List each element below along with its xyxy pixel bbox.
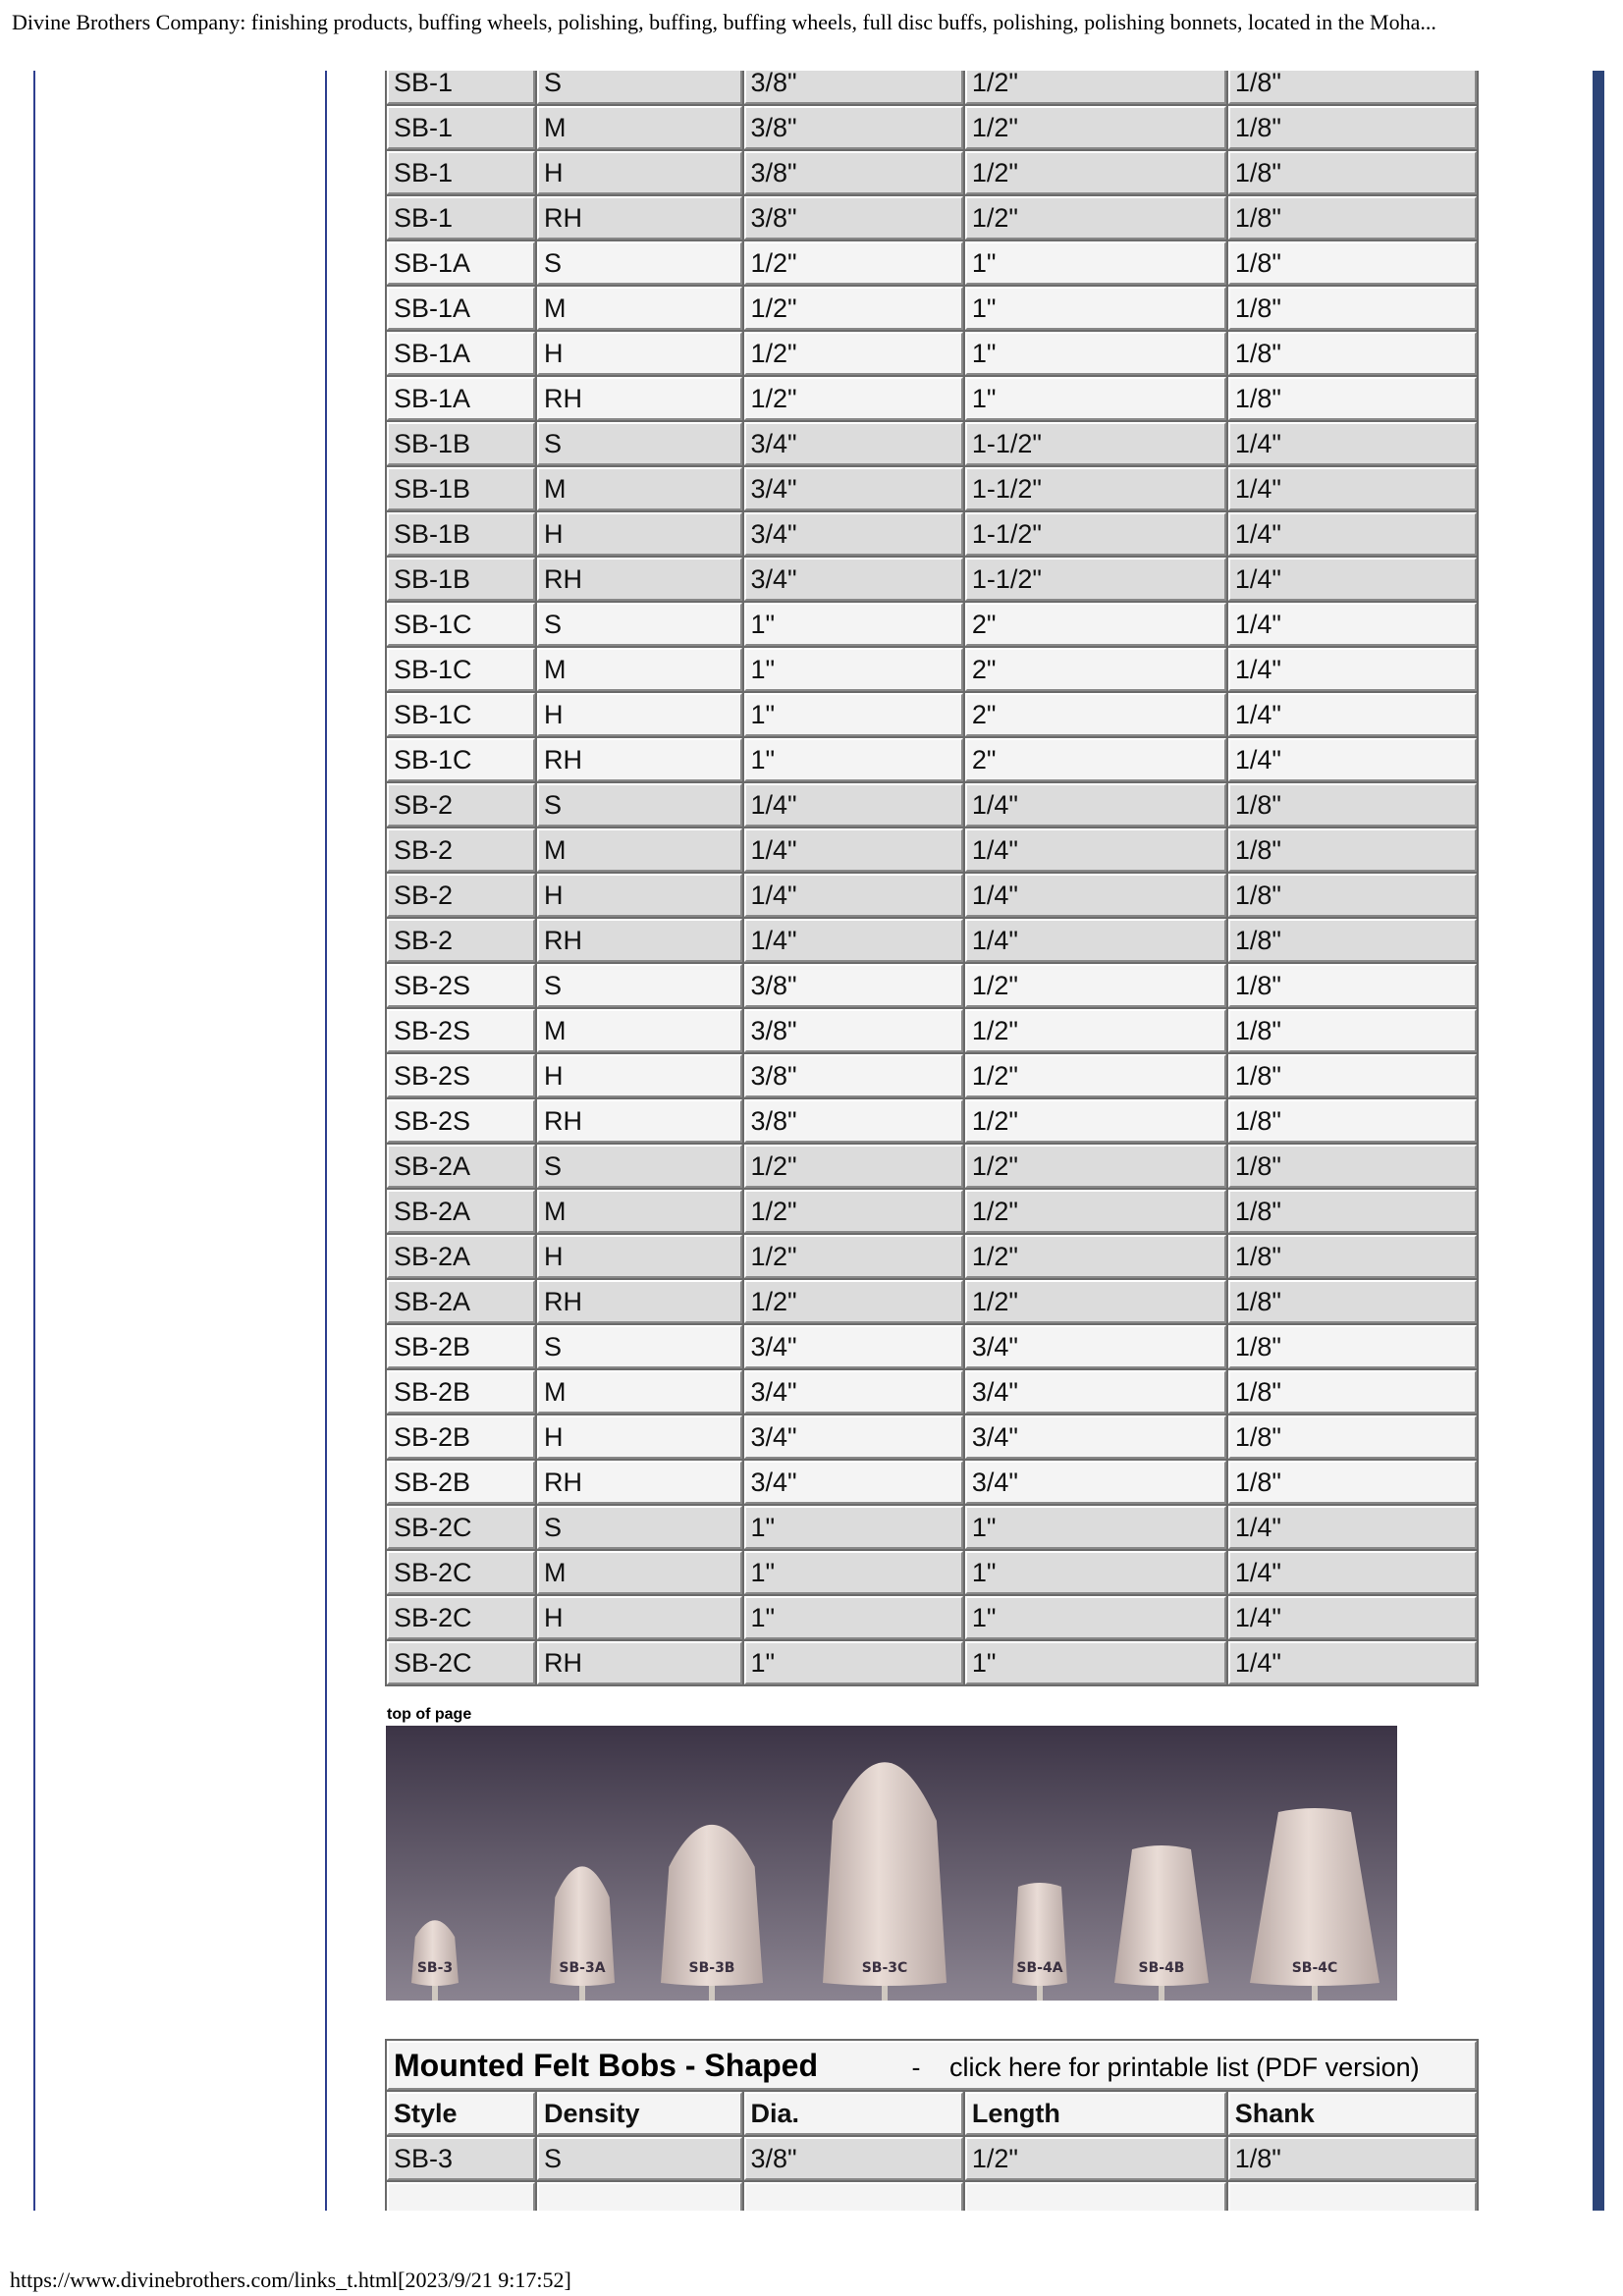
cell-length: 1/2" [965, 1054, 1226, 1097]
cell-dia [744, 2182, 963, 2211]
cell-dia: 3/4" [744, 1461, 963, 1504]
table-row [387, 287, 1477, 330]
cell-style: SB-1A [387, 377, 535, 420]
cell-length: 1/2" [965, 1009, 1226, 1052]
cell-dia: 1" [744, 1596, 963, 1639]
cell-dia: 3/4" [744, 1370, 963, 1414]
cell-density: M [537, 287, 741, 330]
cell-shank: 1/4" [1228, 467, 1477, 510]
cell-shank: 1/4" [1228, 738, 1477, 781]
cell-length: 1/4" [965, 919, 1226, 962]
cell-length: 1" [965, 241, 1226, 285]
cell-density: RH [537, 1280, 741, 1323]
cell-style: SB-2C [387, 1551, 535, 1594]
right-border-bar [1593, 71, 1604, 2211]
cell-style: SB-1C [387, 738, 535, 781]
bob-label: SB-3B [688, 1960, 735, 1976]
cell-dia: 1" [744, 603, 963, 646]
cell-shank: 1/8" [1228, 1145, 1477, 1188]
cell-length: 1-1/2" [965, 512, 1226, 556]
cell-dia: 3/8" [744, 196, 963, 240]
cell-density [537, 2182, 741, 2211]
cell-shank: 1/4" [1228, 603, 1477, 646]
cell-length: 2" [965, 648, 1226, 691]
cell-density: H [537, 332, 741, 375]
cell-length: 2" [965, 603, 1226, 646]
cell-shank: 1/4" [1228, 693, 1477, 736]
cell-style: SB-1B [387, 512, 535, 556]
cell-style: SB-1A [387, 287, 535, 330]
cell-dia: 1/2" [744, 1190, 963, 1233]
cell-density: RH [537, 377, 741, 420]
cell-dia: 3/4" [744, 1415, 963, 1459]
cell-shank: 1/4" [1228, 1551, 1477, 1594]
table-row [387, 1461, 1477, 1504]
table-row [387, 422, 1477, 465]
cell-density: M [537, 648, 741, 691]
cell-length: 3/4" [965, 1415, 1226, 1459]
cell-density: RH [537, 558, 741, 601]
cell-dia: 3/8" [744, 151, 963, 194]
table-row [387, 2182, 1477, 2211]
cell-style: SB-2B [387, 1461, 535, 1504]
cell-style: SB-1A [387, 332, 535, 375]
cell-length: 1-1/2" [965, 558, 1226, 601]
table-row [387, 151, 1477, 194]
cell-style: SB-2B [387, 1325, 535, 1368]
cell-density: S [537, 422, 741, 465]
bob-label: SB-3A [559, 1960, 606, 1976]
cell-dia: 3/8" [744, 964, 963, 1007]
cell-shank: 1/8" [1228, 241, 1477, 285]
cell-length: 1/2" [965, 106, 1226, 149]
header-length: Length [965, 2092, 1226, 2135]
table-row [387, 196, 1477, 240]
cell-density: RH [537, 1099, 741, 1143]
cell-dia: 1" [744, 1506, 963, 1549]
cell-length: 1/2" [965, 1235, 1226, 1278]
cell-shank: 1/4" [1228, 558, 1477, 601]
cell-shank: 1/4" [1228, 648, 1477, 691]
cell-density: H [537, 1054, 741, 1097]
cell-length: 2" [965, 693, 1226, 736]
cell-style: SB-2C [387, 1641, 535, 1684]
table-row [387, 1190, 1477, 1233]
title-separator-dash: - [911, 2052, 921, 2082]
table-row [387, 964, 1477, 1007]
cell-density: RH [537, 738, 741, 781]
cell-shank: 1/8" [1228, 287, 1477, 330]
cell-density: S [537, 2137, 741, 2180]
cell-dia: 1/2" [744, 1145, 963, 1188]
cell-shank: 1/8" [1228, 828, 1477, 872]
cell-shank: 1/8" [1228, 1099, 1477, 1143]
cell-length: 1-1/2" [965, 422, 1226, 465]
cell-dia: 3/4" [744, 1325, 963, 1368]
cell-style: SB-1 [387, 106, 535, 149]
cell-style: SB-2A [387, 1145, 535, 1188]
cell-style: SB-1C [387, 693, 535, 736]
cell-dia: 1/4" [744, 874, 963, 917]
cell-shank: 1/8" [1228, 964, 1477, 1007]
cell-shank: 1/8" [1228, 106, 1477, 149]
cell-style: SB-2 [387, 874, 535, 917]
cell-shank: 1/8" [1228, 1325, 1477, 1368]
cell-length: 1" [965, 1551, 1226, 1594]
cell-dia: 3/8" [744, 106, 963, 149]
table-row [387, 106, 1477, 149]
cell-style: SB-1 [387, 71, 535, 104]
cell-density: RH [537, 919, 741, 962]
cell-length: 1/2" [965, 2137, 1226, 2180]
cell-length: 1/2" [965, 1145, 1226, 1188]
header-style: Style [387, 2092, 535, 2135]
cell-length: 1/2" [965, 964, 1226, 1007]
cell-style: SB-2 [387, 783, 535, 827]
cell-density: RH [537, 1641, 741, 1684]
cell-density: H [537, 693, 741, 736]
cell-shank: 1/4" [1228, 1506, 1477, 1549]
cell-style: SB-2S [387, 964, 535, 1007]
felt-bobs-spec-table [385, 71, 1479, 1686]
cell-density: H [537, 1235, 741, 1278]
table-row [387, 1596, 1477, 1639]
cell-shank: 1/8" [1228, 1461, 1477, 1504]
cell-length: 1" [965, 332, 1226, 375]
cell-style: SB-3 [387, 2137, 535, 2180]
cell-dia: 1" [744, 693, 963, 736]
cell-dia: 1/4" [744, 783, 963, 827]
cell-length: 1" [965, 1596, 1226, 1639]
cell-dia: 1/2" [744, 1235, 963, 1278]
table-row [387, 71, 1477, 104]
cell-shank: 1/8" [1228, 332, 1477, 375]
cell-density: S [537, 1325, 741, 1368]
header-density: Density [537, 2092, 741, 2135]
cell-style: SB-1 [387, 196, 535, 240]
cell-shank: 1/8" [1228, 874, 1477, 917]
shaped-table-title: Mounted Felt Bobs - Shaped [394, 2047, 818, 2083]
cell-density: M [537, 106, 741, 149]
cell-shank: 1/8" [1228, 1190, 1477, 1233]
table-row [387, 1099, 1477, 1143]
cell-length: 1-1/2" [965, 467, 1226, 510]
cell-dia: 3/4" [744, 558, 963, 601]
shaped-felt-bobs-table [385, 2039, 1479, 2211]
table-row [387, 1370, 1477, 1414]
cell-dia: 3/4" [744, 512, 963, 556]
cell-shank: 1/4" [1228, 512, 1477, 556]
shaped-table-container [385, 2039, 1479, 2211]
cell-length: 2" [965, 738, 1226, 781]
cell-shank: 1/8" [1228, 1235, 1477, 1278]
cell-dia: 1/2" [744, 241, 963, 285]
cell-shank: 1/8" [1228, 1280, 1477, 1323]
table-row [387, 1551, 1477, 1594]
table-row [387, 1235, 1477, 1278]
cell-style: SB-1B [387, 558, 535, 601]
cell-density: H [537, 874, 741, 917]
cell-length: 1/2" [965, 196, 1226, 240]
cell-density: S [537, 603, 741, 646]
cell-density: M [537, 1190, 741, 1233]
table-row [387, 332, 1477, 375]
cell-shank: 1/8" [1228, 1009, 1477, 1052]
table-row [387, 241, 1477, 285]
cell-style: SB-2C [387, 1596, 535, 1639]
table-row [387, 738, 1477, 781]
bob-label: SB-3C [861, 1960, 908, 1976]
cell-length: 1/2" [965, 1190, 1226, 1233]
cell-dia: 1/4" [744, 828, 963, 872]
cell-length: 1/2" [965, 71, 1226, 104]
table-row [387, 558, 1477, 601]
table-row [387, 1415, 1477, 1459]
cell-dia: 3/8" [744, 1054, 963, 1097]
cell-shank: 1/4" [1228, 1641, 1477, 1684]
table-row [387, 467, 1477, 510]
cell-dia: 3/8" [744, 2137, 963, 2180]
cell-style: SB-2B [387, 1370, 535, 1414]
cell-density: S [537, 783, 741, 827]
cell-length: 1/4" [965, 783, 1226, 827]
cell-density: RH [537, 196, 741, 240]
table-row [387, 783, 1477, 827]
cell-density: S [537, 964, 741, 1007]
cell-dia: 1" [744, 1551, 963, 1594]
table-row [387, 693, 1477, 736]
felt-bobs-product-photo [386, 1726, 1397, 2001]
cell-dia: 1/2" [744, 332, 963, 375]
cell-length: 1" [965, 287, 1226, 330]
cell-length [965, 2182, 1226, 2211]
cell-shank: 1/8" [1228, 1370, 1477, 1414]
cell-dia: 3/8" [744, 1099, 963, 1143]
cell-density: S [537, 1145, 741, 1188]
cell-style: SB-2B [387, 1415, 535, 1459]
cell-style: SB-2S [387, 1054, 535, 1097]
cell-shank: 1/4" [1228, 422, 1477, 465]
cell-shank: 1/8" [1228, 783, 1477, 827]
cell-density: M [537, 1370, 741, 1414]
table-row [387, 648, 1477, 691]
cell-style: SB-1C [387, 603, 535, 646]
cell-length: 1/4" [965, 874, 1226, 917]
header-dia: Dia. [744, 2092, 963, 2135]
left-sidebar-panel [33, 71, 327, 2211]
cell-density: H [537, 1415, 741, 1459]
cell-shank: 1/8" [1228, 919, 1477, 962]
shaped-table-title-row [387, 2041, 1477, 2090]
cell-length: 1/2" [965, 151, 1226, 194]
bob-label: SB-4C [1291, 1960, 1338, 1976]
cell-style: SB-1B [387, 422, 535, 465]
cell-shank: 1/8" [1228, 1054, 1477, 1097]
cell-density: S [537, 241, 741, 285]
print-header-title: Divine Brothers Company: finishing products, buffing wheels, polishing, buffing, buffing wheels, full disc buffs, polishing, polishing bonnets, located in the Moha... [12, 10, 1436, 34]
cell-dia: 3/8" [744, 1009, 963, 1052]
cell-dia: 3/4" [744, 422, 963, 465]
cell-style: SB-2A [387, 1235, 535, 1278]
cell-style: SB-1C [387, 648, 535, 691]
table-row [387, 1280, 1477, 1323]
cell-dia: 1" [744, 1641, 963, 1684]
cell-density: S [537, 1506, 741, 1549]
cell-style: SB-2A [387, 1280, 535, 1323]
printable-pdf-link[interactable]: click here for printable list (PDF version) [949, 2052, 1420, 2082]
cell-dia: 1/2" [744, 377, 963, 420]
cell-shank: 1/4" [1228, 1596, 1477, 1639]
cell-dia: 1/2" [744, 1280, 963, 1323]
cell-density: M [537, 467, 741, 510]
table-row [387, 603, 1477, 646]
cell-style: SB-2 [387, 919, 535, 962]
cell-style [387, 2182, 535, 2211]
bob-label: SB-3 [416, 1960, 454, 1976]
cell-style: SB-2 [387, 828, 535, 872]
cell-length: 1/2" [965, 1099, 1226, 1143]
cell-shank: 1/8" [1228, 196, 1477, 240]
cell-shank: 1/8" [1228, 2137, 1477, 2180]
cell-dia: 1/4" [744, 919, 963, 962]
cell-density: M [537, 1009, 741, 1052]
cell-length: 1/2" [965, 1280, 1226, 1323]
cell-dia: 1/2" [744, 287, 963, 330]
cell-shank: 1/8" [1228, 151, 1477, 194]
cell-dia: 1" [744, 738, 963, 781]
cell-density: H [537, 1596, 741, 1639]
cell-style: SB-2A [387, 1190, 535, 1233]
cell-density: RH [537, 1461, 741, 1504]
cell-density: H [537, 151, 741, 194]
cell-length: 1" [965, 377, 1226, 420]
cell-style: SB-2S [387, 1099, 535, 1143]
print-footer-url: https://www.divinebrothers.com/links_t.html[2023/9/21 9:17:52] [10, 2268, 571, 2292]
table-row [387, 512, 1477, 556]
cell-style: SB-1B [387, 467, 535, 510]
cell-density: H [537, 512, 741, 556]
bob-label: SB-4B [1138, 1960, 1185, 1976]
cell-length: 3/4" [965, 1325, 1226, 1368]
table-row [387, 1325, 1477, 1368]
shaped-table-header-row [387, 2092, 1477, 2135]
cell-length: 1" [965, 1641, 1226, 1684]
cell-dia: 3/4" [744, 467, 963, 510]
cell-density: M [537, 1551, 741, 1594]
cell-dia: 1" [744, 648, 963, 691]
table-row [387, 874, 1477, 917]
table-row [387, 1009, 1477, 1052]
top-of-page-link[interactable]: top of page [387, 1706, 472, 1723]
cell-length: 1/4" [965, 828, 1226, 872]
cell-dia: 3/8" [744, 71, 963, 104]
table-row [387, 1145, 1477, 1188]
table-row [387, 1506, 1477, 1549]
cell-style: SB-2C [387, 1506, 535, 1549]
cell-density: M [537, 828, 741, 872]
table-row [387, 828, 1477, 872]
cell-length: 3/4" [965, 1370, 1226, 1414]
cell-shank: 1/8" [1228, 1415, 1477, 1459]
table-row [387, 919, 1477, 962]
cell-length: 1" [965, 1506, 1226, 1549]
cell-shank: 1/8" [1228, 377, 1477, 420]
cell-shank [1228, 2182, 1477, 2211]
cell-style: SB-2S [387, 1009, 535, 1052]
cell-style: SB-1 [387, 151, 535, 194]
header-shank: Shank [1228, 2092, 1477, 2135]
bob-label: SB-4A [1016, 1960, 1063, 1976]
cell-shank: 1/8" [1228, 71, 1477, 104]
cell-style: SB-1A [387, 241, 535, 285]
cell-length: 3/4" [965, 1461, 1226, 1504]
table-row [387, 1641, 1477, 1684]
table-row [387, 1054, 1477, 1097]
table-row [387, 2137, 1477, 2180]
table-row [387, 377, 1477, 420]
cell-density: S [537, 71, 741, 104]
